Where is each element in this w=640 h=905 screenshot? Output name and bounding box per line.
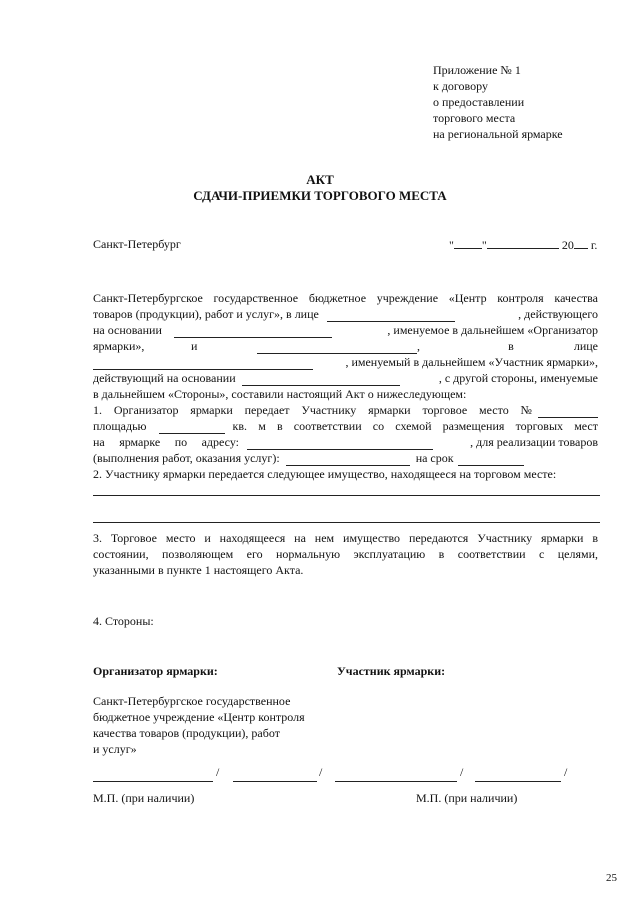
text-line: , именуемый в дальнейшем «Участник ярмарки», (93, 354, 598, 370)
page-number: 25 (606, 872, 617, 884)
doc-title (0, 172, 640, 204)
property-line-2 (93, 522, 600, 523)
appendix-line: о предоставлении (433, 95, 525, 109)
slash: / (216, 765, 220, 779)
text-line: состоянии, позволяющем его нормальную эксплуатацию в соответствии с целями, (93, 547, 598, 561)
slash: / (460, 765, 464, 779)
appendix-block (433, 62, 563, 142)
organizer-name-line (233, 781, 317, 782)
seal-right: М.П. (при наличии) (416, 791, 518, 805)
organizer-name (93, 693, 305, 757)
text-line: 2. Участнику ярмарки передается следующее имущество, находящееся на торговом месте: (93, 467, 557, 481)
area-blank (159, 422, 225, 434)
appendix-line: торгового места (433, 111, 516, 125)
goods-blank (286, 454, 410, 466)
text-line: площадью кв. м в соответствии со схемой размещения торговых мест (93, 419, 598, 433)
text-line: на ярмарке по адресу: , для реализации товаров (93, 435, 598, 449)
text-line: ярмарки», и , в лице (93, 339, 598, 353)
year-blank (574, 237, 588, 249)
section-4: 4. Стороны: (93, 614, 154, 628)
participant-heading: Участник ярмарки: (337, 664, 446, 678)
year-prefix: 20 (561, 238, 574, 252)
year-suffix: г. (587, 238, 598, 252)
text-line: (выполнения работ, оказания услуг): на срок (93, 450, 598, 466)
participant-blank (257, 342, 417, 354)
appendix-line: на региональной ярмарке (433, 127, 563, 141)
text-line: и услуг» (93, 742, 137, 756)
text-line: 3. Торговое место и находящееся на нем имущество передаются Участнику ярмарки в (93, 531, 598, 545)
seal-left: М.П. (при наличии) (93, 791, 195, 805)
date-field (449, 237, 597, 253)
address-blank (247, 438, 433, 450)
place-number-blank (538, 406, 598, 418)
term-blank (458, 454, 524, 466)
participant-rep-blank (93, 358, 313, 370)
appendix-line: к договору (433, 79, 488, 93)
text-line: товаров (продукции), работ и услуг», в лице , действующего (93, 307, 598, 321)
quote-close: " (481, 238, 487, 252)
text-line: качества товаров (продукции), работ (93, 726, 280, 740)
month-blank (487, 237, 559, 249)
text-line: действующий на основании , с другой стороны, именуемые (93, 371, 598, 385)
participant-name-line (475, 781, 561, 782)
day-blank (454, 237, 482, 249)
paragraph-parties (93, 290, 598, 482)
text-line: на основании , именуемое в дальнейшем «Организатор (93, 323, 598, 337)
paragraph-section-3 (93, 530, 598, 578)
title-line-2: СДАЧИ-ПРИЕМКИ ТОРГОВОГО МЕСТА (193, 188, 447, 203)
city: Санкт-Петербург (93, 237, 181, 251)
text-line: указанными в пункте 1 настоящего Акта. (93, 563, 304, 577)
property-line-1 (93, 495, 600, 496)
appendix-line: Приложение № 1 (433, 63, 521, 77)
organizer-heading: Организатор ярмарки: (93, 664, 218, 678)
participant-basis-blank (242, 374, 400, 386)
text-line: 1. Организатор ярмарки передает Участнику ярмарки торговое место № (93, 402, 598, 418)
representative-blank (327, 310, 455, 322)
title-line-1: АКТ (306, 172, 334, 187)
slash: / (319, 765, 323, 779)
quote-open: " (449, 238, 454, 252)
slash: / (564, 765, 568, 779)
text-line: в дальнейшем «Стороны», составили настоящий Акт о нижеследующем: (93, 387, 467, 401)
participant-signature-line (335, 781, 457, 782)
text-line: бюджетное учреждение «Центр контроля (93, 710, 305, 724)
text-line: Санкт-Петербургское государственное бюджетное учреждение «Центр контроля качества (93, 291, 598, 305)
text-line: Санкт-Петербургское государственное (93, 694, 291, 708)
organizer-signature-line (93, 781, 213, 782)
basis-blank (174, 326, 332, 338)
